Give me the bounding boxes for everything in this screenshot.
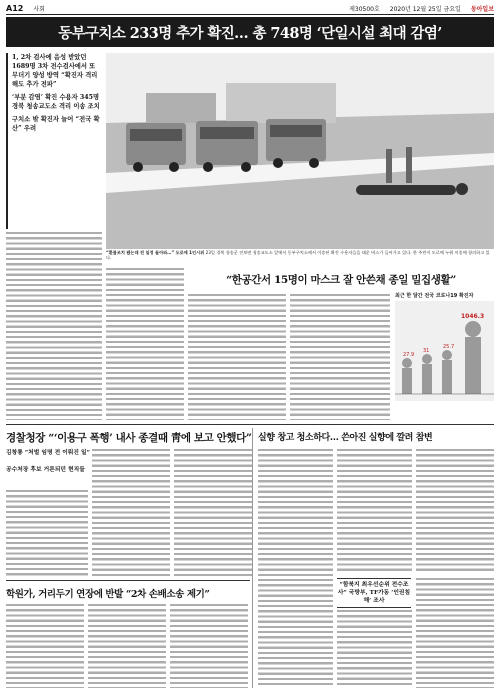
newspaper-brand: 동아일보 xyxy=(470,5,494,13)
article-body-column xyxy=(6,232,102,420)
chart-value: 25.7 xyxy=(443,344,455,350)
issue-number: 제30500호 xyxy=(349,5,380,13)
lead-summary xyxy=(6,53,102,229)
chart-value: 1046.3 xyxy=(461,313,485,320)
news-photo xyxy=(106,53,494,249)
main-headline: 동부구치소 233명 추가 확진… 총 748명 ‘단일시설 최대 감염’ xyxy=(6,17,494,47)
section-divider xyxy=(6,424,494,425)
article2-subhead: 공수처장 후보 거론되던 현직들 xyxy=(6,467,85,473)
boxed-subheadline: “함북지 최우선순위 전수조사” 국방부, TF가동 ‘인권침해’ 조사 xyxy=(337,578,411,608)
lead-point: ‘부분 감염’ 확진 수용자 345명 경북 청송교도소 격리 이송 조치 xyxy=(12,94,100,110)
chart-value: 27.9 xyxy=(403,352,415,358)
chart-graphic xyxy=(395,301,494,401)
article2-headline: 경찰청장 “‘이용구 폭행’ 내사 종결때 靑에 보고 안했다” xyxy=(6,432,252,444)
article-body-column xyxy=(88,604,166,688)
lead-point: 구치소 밖 확진자 늘어 “전국 확산” 우려 xyxy=(12,116,100,132)
article-body-column xyxy=(106,268,184,420)
lead-point: 1, 2차 검사에 음성 받았던 1689명 3차 전수검사에서 또 무더기 양성 방역 “확진자 격리해도 추가 전파” xyxy=(12,54,98,88)
column-divider xyxy=(252,428,253,688)
photo-caption xyxy=(106,250,494,264)
article4-headline: 학원가, 거리두기 연장에 반발 “2차 손배소송 제기” xyxy=(6,589,210,600)
caption-label: “환불조치 됐는데 전 일정 돌아와…” 도로에 1인시위 xyxy=(106,250,205,255)
article-body-column xyxy=(337,610,412,688)
article-body-column xyxy=(6,604,84,688)
article-body-column xyxy=(174,449,252,578)
article-body-column xyxy=(290,294,390,420)
article2-subhead: 김창룡 “처벌 임명 전 이뤄진 일” xyxy=(6,450,90,456)
quote-subheadline: “한공간서 15명이 마스크 잘 안쓴채 종일 밀집생활” xyxy=(226,274,456,286)
article-body-column xyxy=(416,578,494,688)
article-body-column xyxy=(337,449,412,574)
covid-chart xyxy=(395,292,494,410)
article-body-column xyxy=(92,449,170,578)
article-body-column xyxy=(170,604,248,688)
section-label: 사회 xyxy=(33,5,45,13)
section-divider xyxy=(6,580,250,581)
photo-image xyxy=(106,53,494,249)
article-body-column xyxy=(258,449,333,687)
chart-title: 최근 한 달간 전국 코로나19 확진자 xyxy=(395,293,474,299)
article-body-column xyxy=(416,449,494,574)
article-body-column xyxy=(188,294,286,420)
article3-headline: 실향 창고 청소하다… 쓴아진 실향에 깔려 참변 xyxy=(258,433,433,443)
chart-value: 31 xyxy=(423,348,430,354)
page-number: A12 xyxy=(6,3,24,13)
caption-text: 23일 경북 청송군 진보면 청송교도소 앞에서 동부구치소에서 이송된 확진 수용자들을 태운 버스가 들어가고 있다. 한 주민이 도로에 누워 이송에 항의하고 있다. xyxy=(106,250,490,260)
page-header xyxy=(6,2,494,15)
issue-date: 2020년 12월 25일 금요일 xyxy=(389,5,461,13)
article-body-column xyxy=(6,490,88,578)
